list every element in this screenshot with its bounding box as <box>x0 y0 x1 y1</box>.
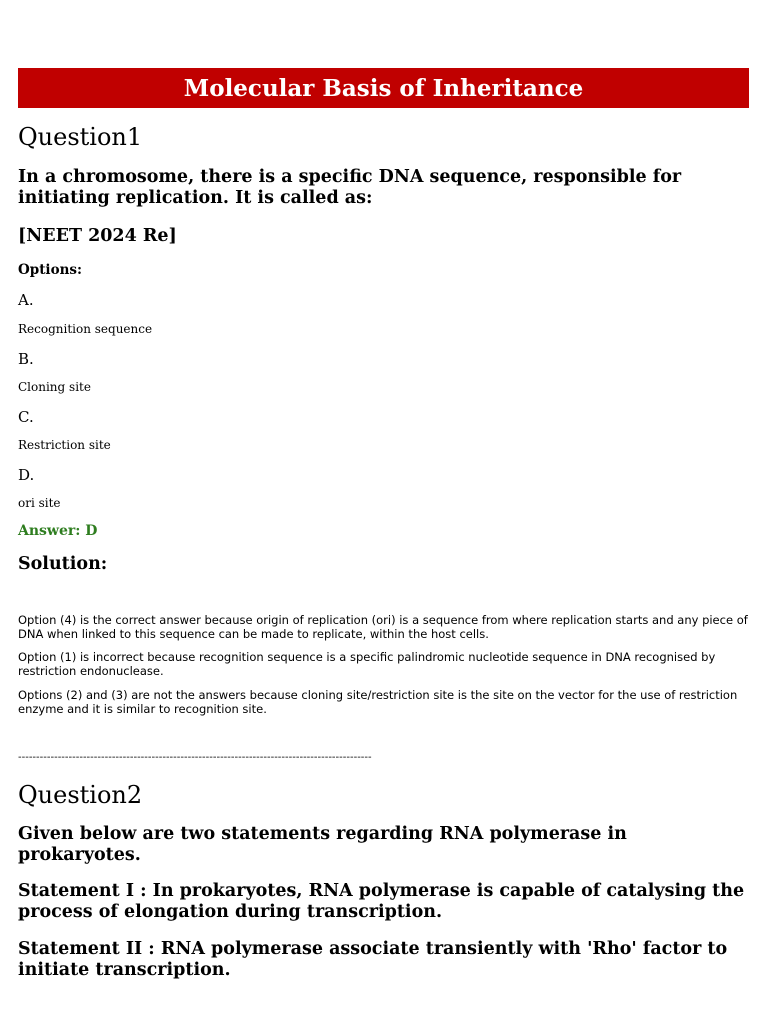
option-d-text: ori site <box>18 496 61 510</box>
question1-answer: Answer: D <box>18 523 98 539</box>
question2-text: Given below are two statements regarding RNA polymerase in prokaryotes. <box>18 824 627 865</box>
option-c-letter: C. <box>18 408 34 426</box>
question2-statement-1: Statement I : In prokaryotes, RNA polymerase is capable of catalysing the process of elongation during transcription. <box>18 881 745 922</box>
question2-title: Question2 <box>18 781 143 809</box>
option-a-text: Recognition sequence <box>18 322 153 336</box>
solution-paragraph-3: Options (2) and (3) are not the answers because cloning site/restriction site is the site on the vector for the use of restriction enzyme and it is similar to recognition site. <box>18 688 738 716</box>
option-d-letter: D. <box>18 466 35 484</box>
solution-paragraph-1: Option (4) is the correct answer because origin of replication (ori) is a sequence from where replication starts and any piece of DNA when linked to this sequence can be made to replicate, within the host cells. <box>18 613 748 641</box>
question1-text: In a chromosome, there is a specific DNA sequence, responsible for initiating replication. It is called as: <box>18 167 682 208</box>
chapter-title-banner <box>18 68 749 108</box>
option-b-letter: B. <box>18 350 34 368</box>
question2-statement-2: Statement II : RNA polymerase associate transiently with 'Rho' factor to initiate transcription. <box>18 939 728 980</box>
solution-title: Solution: <box>18 554 108 574</box>
option-b-text: Cloning site <box>18 380 91 394</box>
option-c-text: Restriction site <box>18 438 111 452</box>
section-divider: -------------------------------------------------------------------------------------------------- <box>18 752 372 763</box>
chapter-title: Molecular Basis of Inheritance <box>183 74 584 102</box>
options-label: Options: <box>18 262 82 278</box>
question1-title: Question1 <box>18 123 143 151</box>
option-a-letter: A. <box>18 291 34 309</box>
question1-exam-tag: [NEET 2024 Re] <box>18 226 177 246</box>
solution-paragraph-2: Option (1) is incorrect because recognition sequence is a specific palindromic nucleotide sequence in DNA recognised by restriction endonuclease. <box>18 650 716 678</box>
